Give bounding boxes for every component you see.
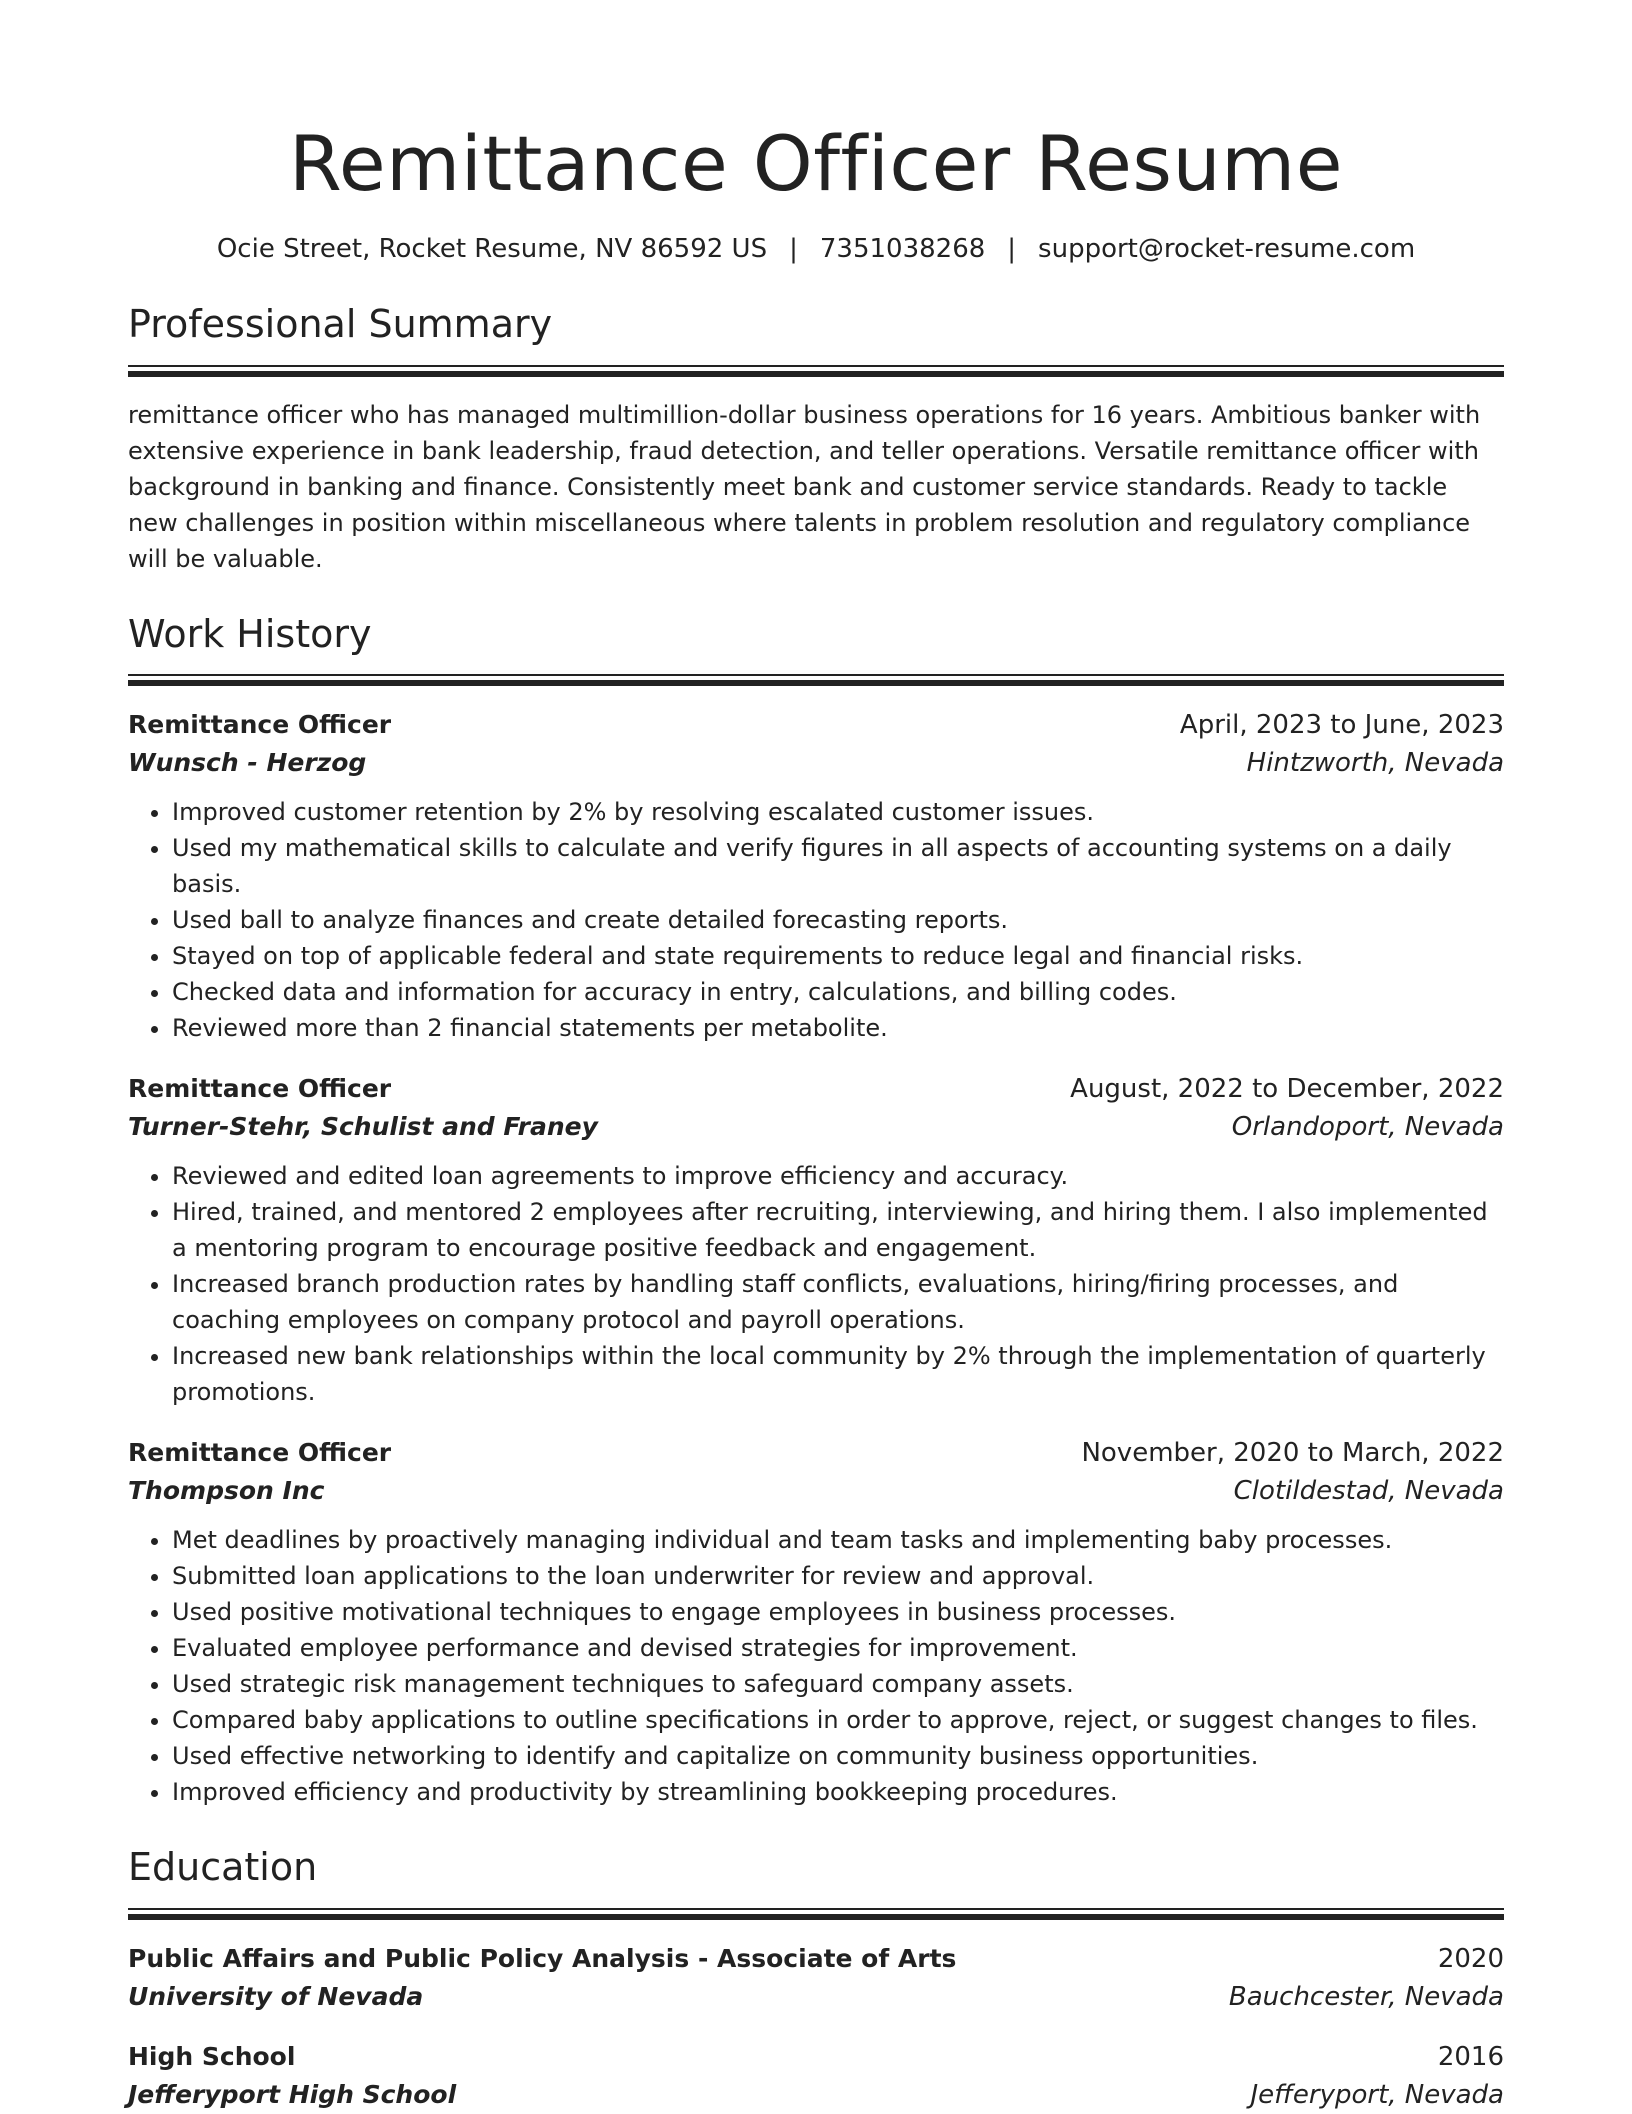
job-bullet: • Submitted loan applications to the loan underwriter for review and approval. xyxy=(172,1558,1504,1594)
job-bullet: • Improved efficiency and productivity by streamlining bookkeeping procedures. xyxy=(172,1774,1504,1810)
summary-section xyxy=(128,301,1504,577)
job-company: Turner-Stehr, Schulist and Franey xyxy=(128,1112,598,1142)
job-bullet: • Checked data and information for accuracy in entry, calculations, and billing codes. xyxy=(172,974,1504,1010)
section-divider xyxy=(128,365,1504,377)
contact-line xyxy=(128,233,1504,267)
education-year: 2020 xyxy=(1437,1943,1504,1974)
contact-separator: | xyxy=(1007,234,1017,265)
job-title: Remittance Officer xyxy=(128,1074,392,1104)
job-dates: August, 2022 to December, 2022 xyxy=(1070,1074,1504,1105)
job-entry xyxy=(128,1434,1504,1810)
job-location: Clotildestad, Nevada xyxy=(1233,1476,1504,1507)
education-location: Jefferyport, Nevada xyxy=(1250,2079,1504,2110)
job-bullet-list xyxy=(128,1522,1504,1810)
education-section xyxy=(128,1844,1504,2114)
job-company: Thompson Inc xyxy=(128,1476,325,1506)
education-degree: Public Affairs and Public Policy Analysis - Associate of Arts xyxy=(128,1943,957,1973)
job-location: Orlandoport, Nevada xyxy=(1231,1112,1504,1143)
job-bullet: • Used my mathematical skills to calculate and verify figures in all aspects of accounting systems on a daily basis. xyxy=(172,830,1504,902)
work-history-section xyxy=(128,611,1504,1811)
summary-heading: Professional Summary xyxy=(128,302,553,347)
job-bullet: • Stayed on top of applicable federal and state requirements to reduce legal and financial risks. xyxy=(172,938,1504,974)
education-entry xyxy=(128,2038,1504,2114)
contact-address: Ocie Street, Rocket Resume, NV 86592 US xyxy=(216,234,768,265)
education-heading: Education xyxy=(128,1845,318,1890)
job-bullet: • Used strategic risk management techniques to safeguard company assets. xyxy=(172,1666,1504,1702)
contact-separator: | xyxy=(789,234,798,265)
education-location: Bauchcester, Nevada xyxy=(1228,1981,1504,2012)
job-bullet: • Reviewed and edited loan agreements to improve efficiency and accuracy. xyxy=(172,1158,1504,1194)
job-bullet-list xyxy=(128,794,1504,1046)
job-dates: November, 2020 to March, 2022 xyxy=(1081,1438,1504,1469)
resume-title: Remittance Officer Resume xyxy=(289,119,1343,208)
job-title: Remittance Officer xyxy=(128,710,392,740)
education-entry xyxy=(128,1940,1504,2016)
job-bullet: • Improved customer retention by 2% by resolving escalated customer issues. xyxy=(172,794,1504,830)
work-history-heading: Work History xyxy=(128,611,372,656)
job-company: Wunsch - Herzog xyxy=(128,748,367,778)
job-bullet: • Met deadlines by proactively managing individual and team tasks and implementing baby processes. xyxy=(172,1522,1504,1558)
job-dates: April, 2023 to June, 2023 xyxy=(1179,710,1504,741)
education-year: 2016 xyxy=(1437,2041,1504,2072)
section-divider xyxy=(128,674,1504,686)
job-bullet: • Used positive motivational techniques to engage employees in business processes. xyxy=(172,1594,1504,1630)
job-bullet: • Reviewed more than 2 financial statements per metabolite. xyxy=(172,1010,1504,1046)
education-school: Jefferyport High School xyxy=(128,2079,457,2109)
education-school: University of Nevada xyxy=(128,1981,424,2011)
job-location: Hintzworth, Nevada xyxy=(1246,748,1504,779)
job-bullet: • Increased branch production rates by handling staff conflicts, evaluations, hiring/firing processes, and coaching employees on company protocol and payroll operations. xyxy=(172,1266,1504,1338)
job-bullet-list xyxy=(128,1158,1504,1410)
job-bullet: • Used ball to analyze finances and create detailed forecasting reports. xyxy=(172,902,1504,938)
job-bullet: • Evaluated employee performance and devised strategies for improvement. xyxy=(172,1630,1504,1666)
job-title: Remittance Officer xyxy=(128,1438,392,1468)
contact-phone: 7351038268 xyxy=(819,234,986,265)
job-entry xyxy=(128,706,1504,1046)
section-divider xyxy=(128,1908,1504,1920)
summary-text: remittance officer who has managed multimillion-dollar business operations for 16 years. Ambitious banker with extensive experience in bank leadership, fraud detection, and teller operations. Versatile remittance officer with background in banking and finance. Consistently meet bank and customer service standards. Ready to tackle new challenges in position within miscellaneous where talents in problem resolution and regulatory compliance will be valuable. xyxy=(128,400,1481,573)
job-bullet: • Used effective networking to identify and capitalize on community business opportunities. xyxy=(172,1738,1504,1774)
job-bullet: • Increased new bank relationships within the local community by 2% through the implementation of quarterly promotions. xyxy=(172,1338,1504,1410)
contact-email: support@rocket-resume.com xyxy=(1038,234,1416,265)
job-entry xyxy=(128,1070,1504,1410)
education-degree: High School xyxy=(128,2041,296,2071)
job-bullet: • Compared baby applications to outline specifications in order to approve, reject, or suggest changes to files. xyxy=(172,1702,1504,1738)
job-bullet: • Hired, trained, and mentored 2 employees after recruiting, interviewing, and hiring them. I also implemented a mentoring program to encourage positive feedback and engagement. xyxy=(172,1194,1504,1266)
